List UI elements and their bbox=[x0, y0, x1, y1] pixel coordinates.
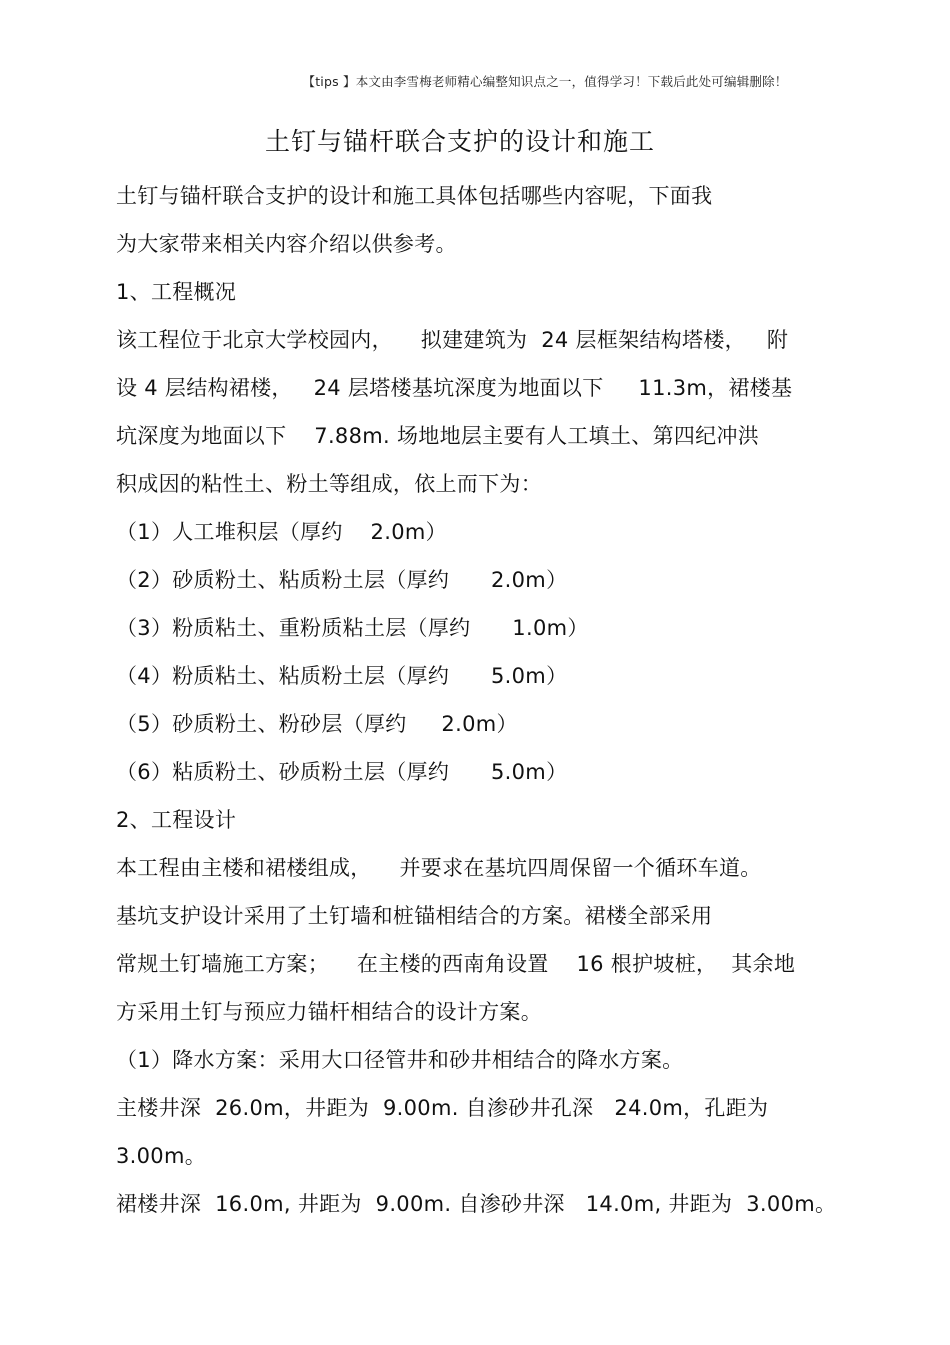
section-heading: 1、工程概况 bbox=[116, 280, 237, 304]
document-body bbox=[116, 178, 846, 1234]
paragraph-line: 常规土钉墙施工方案； 在主楼的西南角设置 16 根护坡桩， 其余地 bbox=[116, 952, 796, 976]
list-item: （5）砂质粉土、粉砂层（厚约 2.0m） bbox=[116, 712, 518, 736]
document-title: 土钉与锚杆联合支护的设计和施工 bbox=[264, 127, 655, 156]
paragraph-line: 积成因的粘性土、粉土等组成，依上而下为： bbox=[116, 472, 542, 496]
list-item: （3）粉质粘土、重粉质粘土层（厚约 1.0m） bbox=[116, 616, 589, 640]
list-item: （1）降水方案：采用大口径管井和砂井相结合的降水方案。 bbox=[116, 1048, 684, 1072]
paragraph-line: 为大家带来相关内容介绍以供参考。 bbox=[116, 232, 457, 256]
tips-header: 【tips 】本文由李雪梅老师精心编整知识点之一，值得学习！下载后此处可编辑删除！ bbox=[302, 74, 788, 89]
paragraph-line: 方采用土钉与预应力锚杆相结合的设计方案。 bbox=[116, 1000, 542, 1024]
list-item: （2）砂质粉土、粘质粉土层（厚约 2.0m） bbox=[116, 568, 568, 592]
paragraph-line: 土钉与锚杆联合支护的设计和施工具体包括哪些内容呢，下面我 bbox=[116, 184, 713, 208]
paragraph-line: 主楼井深 26.0m，井距为 9.00m. 自渗砂井孔深 24.0m，孔距为 bbox=[116, 1096, 769, 1120]
list-item: （1）人工堆积层（厚约 2.0m） bbox=[116, 520, 447, 544]
paragraph-line: 设 4 层结构裙楼， 24 层塔楼基坑深度为地面以下 11.3m，裙楼基 bbox=[116, 376, 793, 400]
paragraph-line: 基坑支护设计采用了土钉墙和桩锚相结合的方案。裙楼全部采用 bbox=[116, 904, 713, 928]
paragraph-line: 该工程位于北京大学校园内， 拟建建筑为 24 层框架结构塔楼， 附 bbox=[116, 328, 789, 352]
paragraph-line: 3.00m。 bbox=[116, 1144, 207, 1168]
section-heading: 2、工程设计 bbox=[116, 808, 237, 832]
list-item: （6）粘质粉土、砂质粉土层（厚约 5.0m） bbox=[116, 760, 568, 784]
paragraph-line: 坑深度为地面以下 7.88m. 场地地层主要有人工填土、第四纪冲洪 bbox=[116, 424, 760, 448]
paragraph-line: 本工程由主楼和裙楼组成， 并要求在基坑四周保留一个循环车道。 bbox=[116, 856, 762, 880]
paragraph-line: 裙楼井深 16.0m, 井距为 9.00m. 自渗砂井深 14.0m, 井距为 3.00m。 bbox=[116, 1192, 837, 1216]
list-item: （4）粉质粘土、粘质粉土层（厚约 5.0m） bbox=[116, 664, 568, 688]
